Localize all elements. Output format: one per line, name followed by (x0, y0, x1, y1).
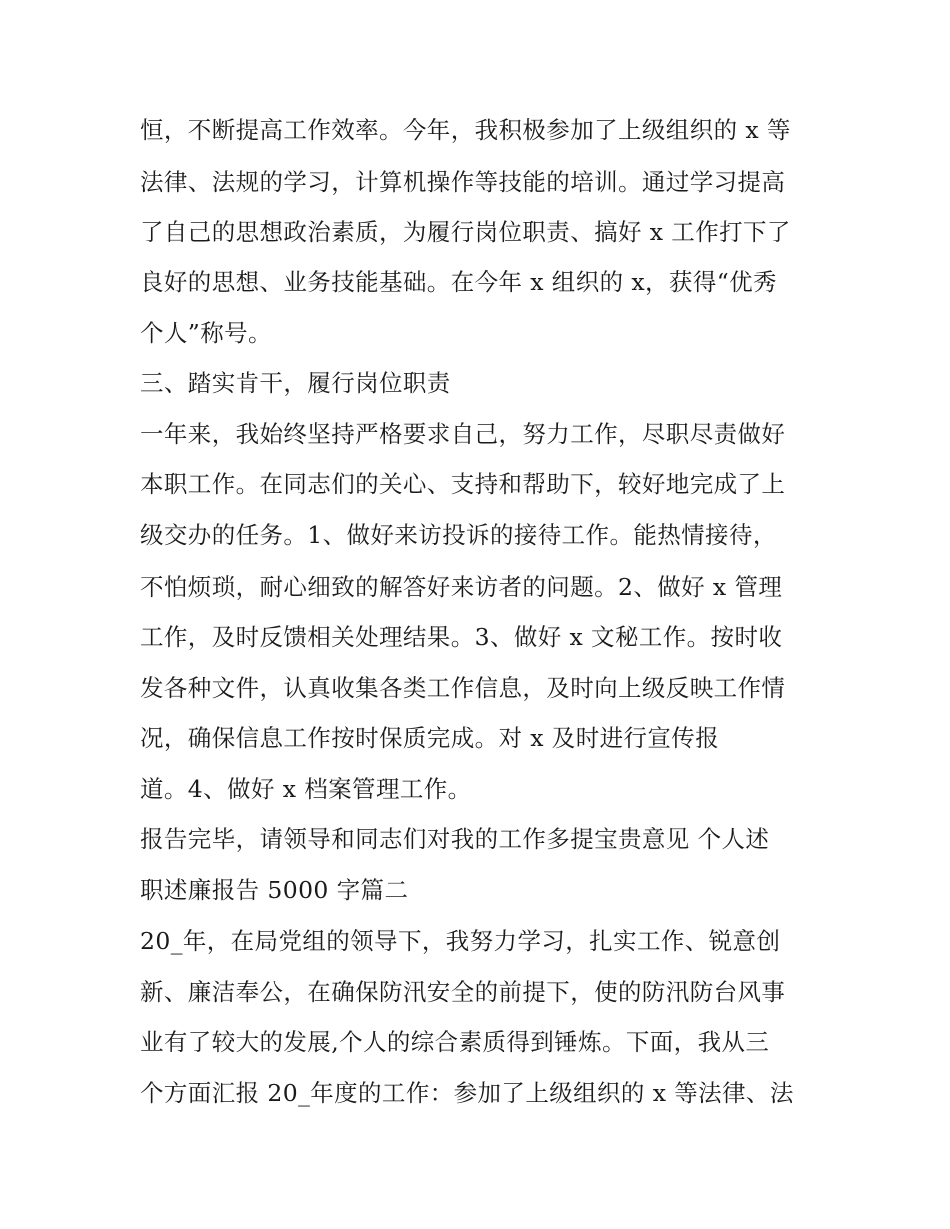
text-line: 发各种文件，认真收集各类工作信息，及时向上级反映工作情 (140, 674, 786, 702)
text-line: 本职工作。在同志们的关心、支持和帮助下，较好地完成了上 (140, 470, 786, 498)
section-heading: 三、踏实肯干，履行岗位职责 (140, 369, 451, 397)
text-line: 一年来，我始终坚持严格要求自己，努力工作，尽职尽责做好 (140, 420, 786, 448)
text-line: 道。4、做好 x 档案管理工作。 (140, 775, 472, 803)
text-line: 工作，及时反馈相关处理结果。3、做好 x 文秘工作。按时收 (140, 623, 783, 651)
text-line: 20_年，在局党组的领导下，我努力学习，扎实工作、锐意创 (140, 927, 781, 955)
text-line: 不怕烦琐，耐心细致的解答好来访者的问题。2、做好 x 管理 (140, 573, 783, 601)
text-line: 新、廉洁奉公，在确保防汛安全的前提下，使的防汛防台风事 (140, 978, 786, 1006)
text-line: 个方面汇报 20_年度的工作：参加了上级组织的 x 等法律、法 (140, 1079, 794, 1107)
text-line: 业有了较大的发展,个人的综合素质得到锤炼。下面，我从三 (140, 1028, 770, 1056)
text-line: 个人”称号。 (140, 319, 272, 347)
text-line: 恒，不断提高工作效率。今年，我积极参加了上级组织的 x 等 (140, 116, 791, 144)
text-line: 况，确保信息工作按时保质完成。对 x 及时进行宣传报 (140, 724, 720, 752)
text-line: 了自己的思想政治素质，为履行岗位职责、搞好 x 工作打下了 (140, 218, 791, 246)
text-line: 法律、法规的学习，计算机操作等技能的培训。通过学习提高 (140, 168, 786, 196)
text-line: 报告完毕，请领导和同志们对我的工作多提宝贵意见 个人述 (140, 825, 770, 853)
text-line: 职述廉报告 5000 字篇二 (140, 876, 409, 904)
text-line: 级交办的任务。1、做好来访投诉的接待工作。能热情接待， (140, 521, 777, 549)
text-line: 良好的思想、业务技能基础。在今年 x 组织的 x，获得“优秀 (140, 268, 777, 296)
